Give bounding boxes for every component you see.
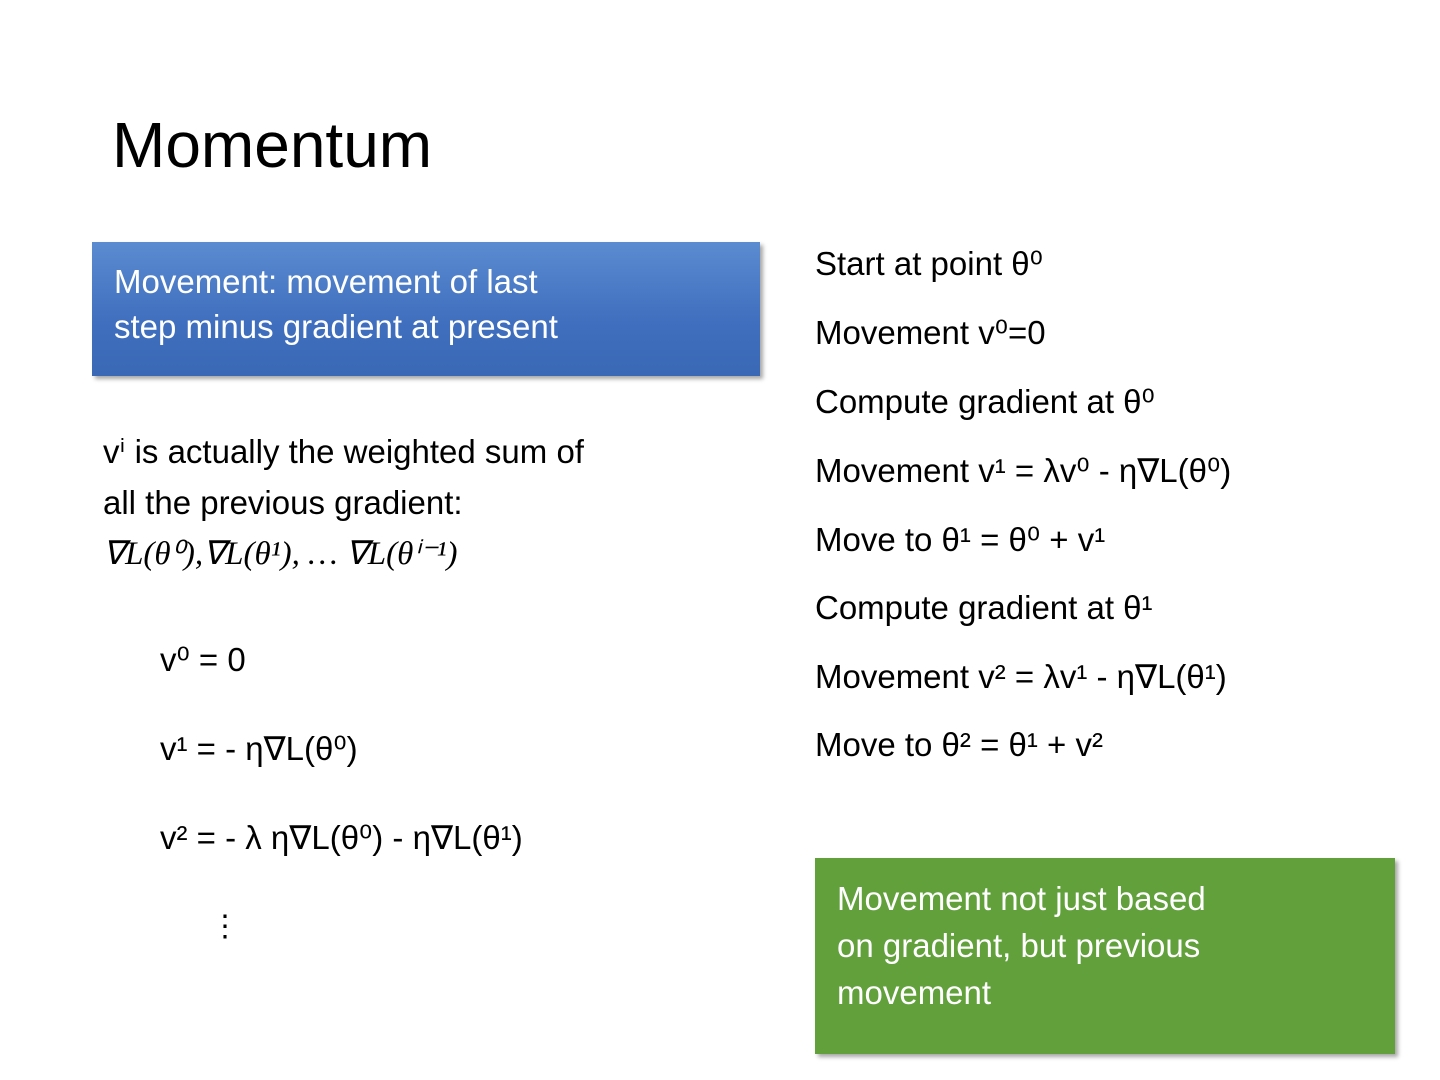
list-item: Start at point θ⁰ <box>815 245 1043 282</box>
green-callout-line-3: movement <box>837 973 992 1011</box>
left-para-line-3: ∇L(θ⁰),∇L(θ¹), … ∇L(θⁱ⁻¹) <box>103 535 458 572</box>
list-item: Compute gradient at θ⁰ <box>815 383 1155 420</box>
blue-callout-line-1: Movement: movement of last <box>114 263 538 300</box>
list-item: Move to θ¹ = θ⁰ + v¹ <box>815 521 1106 558</box>
ellipsis-glyph: ⋮ <box>210 910 240 943</box>
green-callout-line-2: on gradient, but previous <box>837 926 1201 964</box>
list-item: Movement v⁰=0 <box>815 314 1046 351</box>
left-column-paragraph <box>103 430 783 583</box>
list-item: v⁰ = 0 <box>160 641 246 678</box>
left-column-list <box>160 640 800 907</box>
right-column-steps <box>815 244 1425 794</box>
list-item: Compute gradient at θ¹ <box>815 589 1153 626</box>
list-item: Movement v¹ = λv⁰ - η∇L(θ⁰) <box>815 452 1232 489</box>
green-callout-box <box>815 858 1395 1054</box>
blue-callout-box <box>92 242 760 376</box>
left-para-line-2: all the previous gradient: <box>103 483 463 521</box>
list-item: v¹ = - η∇L(θ⁰) <box>160 730 358 767</box>
page-title: Momentum <box>112 109 433 181</box>
blue-callout-line-2: step minus gradient at present <box>114 307 558 345</box>
green-callout-line-1: Movement not just based <box>837 880 1206 917</box>
vertical-ellipsis <box>210 910 240 943</box>
list-item: v² = - λ η∇L(θ⁰) - η∇L(θ¹) <box>160 819 523 856</box>
list-item: Movement v² = λv¹ - η∇L(θ¹) <box>815 658 1227 695</box>
list-item: Move to θ² = θ¹ + v² <box>815 726 1103 763</box>
left-para-line-1: vⁱ is actually the weighted sum of <box>103 433 584 470</box>
